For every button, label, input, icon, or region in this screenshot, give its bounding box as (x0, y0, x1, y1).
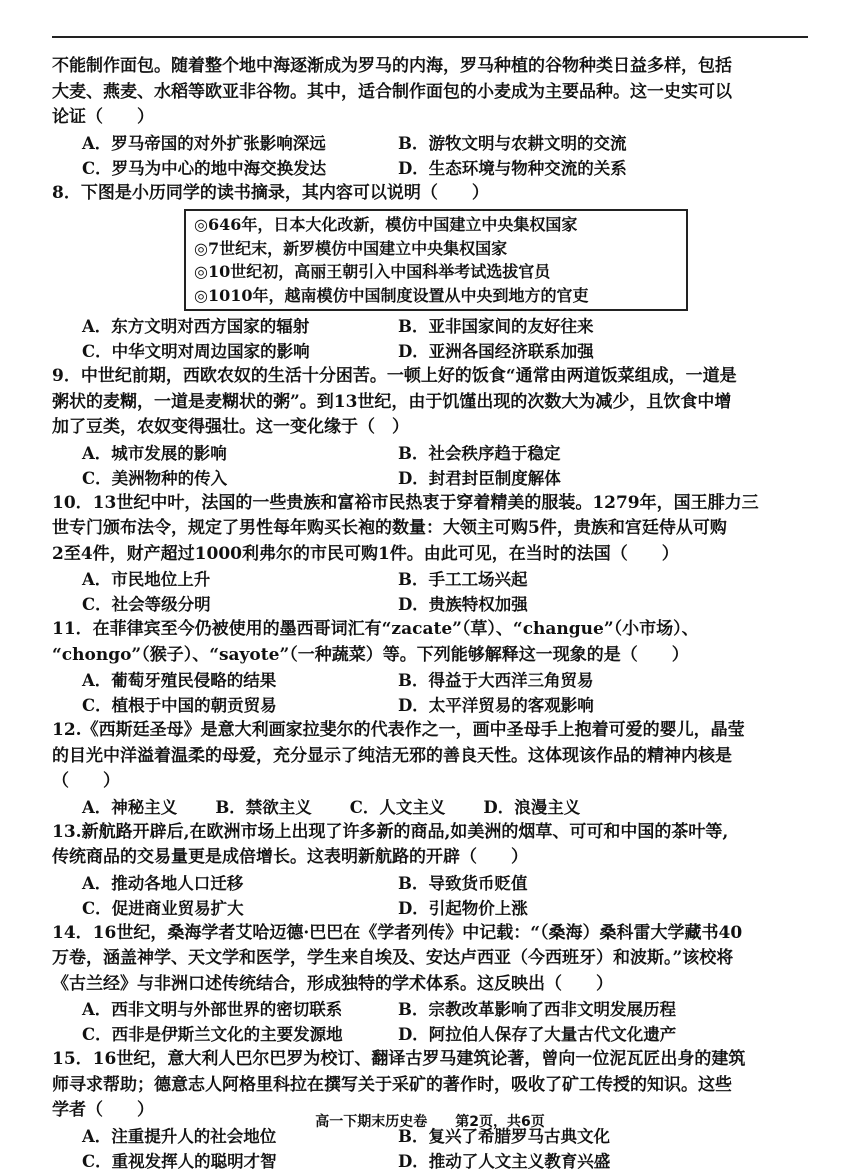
excerpt-line: ◎10世纪初，高丽王朝引入中国科举考试选拔官员 (194, 262, 551, 281)
option-c: C．重视发挥人的聪明才智 (82, 1151, 277, 1171)
question-text: 世专门颁布法令，规定了男性每年购买长袍的数量：大领主可购5件，贵族和宫廷侍从可购 (52, 518, 727, 538)
question-text: 师寻求帮助；德意志人阿格里科拉在撰写关于采矿的著作时，吸收了矿工传授的知识。这些 (52, 1074, 732, 1095)
question-text: 传统商品的交易量更是成倍增长。这表明新航路的开辟（ ） (52, 847, 528, 867)
excerpt-line: ◎646年，日本大化改新，模仿中国建立中央集权国家 (194, 215, 578, 234)
question-text: 不能制作面包。随着整个地中海逐渐成为罗马的内海，罗马种植的谷物种类日益多样，包括 (52, 56, 732, 76)
option-b: B．宗教改革影响了西非文明发展历程 (398, 1000, 676, 1019)
excerpt-line: ◎7世纪末，新罗模仿中国建立中央集权国家 (194, 238, 508, 258)
option-b: B．禁欲主义 (215, 797, 312, 817)
question-text: 9．中世纪前期，西欧农奴的生活十分困苦。一顿上好的饭食“通常由两道饭菜组成，一道是 (52, 366, 737, 386)
option-c: C．西非是伊斯兰文化的主要发源地 (82, 1025, 343, 1044)
option-b: B．手工工场兴起 (398, 570, 528, 589)
option-d: D．亚洲各国经济联系加强 (398, 342, 594, 361)
option-c: C．社会等级分明 (82, 595, 211, 614)
option-c: C．促进商业贸易扩大 (82, 898, 244, 918)
question-text: 加了豆类，农奴变得强壮。这一变化缘于（ ） (52, 417, 409, 437)
option-a: A．西非文明与外部世界的密切联系 (82, 1000, 343, 1019)
option-c: C．人文主义 (349, 797, 446, 817)
option-c: C．中华文明对周边国家的影响 (82, 342, 310, 361)
option-d: D．阿拉伯人保存了大量古代文化遗产 (398, 1025, 677, 1044)
option-b: B．复兴了希腊罗马古典文化 (398, 1126, 610, 1146)
option-a: A．罗马帝国的对外扩张影响深远 (82, 133, 326, 153)
exam-page (52, 54, 812, 1174)
question-text: 10．13世纪中叶，法国的一些贵族和富裕市民热衷于穿着精美的服装。1279年，国王腓力三 (52, 492, 759, 513)
option-d: D．太平洋贸易的客观影响 (398, 696, 594, 715)
question-13 (52, 820, 812, 921)
question-stem: 8．下图是小历同学的读书摘录，其内容可以说明（ ） (52, 182, 489, 203)
page-footer: 高一下期末历史卷 第2页，共6页 (315, 1114, 545, 1130)
question-text: 论证（ ） (52, 107, 154, 127)
option-d: D．生态环境与物种交流的关系 (398, 158, 627, 178)
option-b: B．得益于大西洋三角贸易 (398, 671, 594, 690)
question-text: 粥状的麦糊，一道是麦糊状的粥”。到13世纪，由于饥馑出现的次数大为减少，且饮食中增 (52, 391, 732, 412)
top-rule (52, 36, 808, 38)
option-a: A．推动各地人口迁移 (82, 873, 244, 893)
option-b: B．游牧文明与农耕文明的交流 (398, 133, 627, 153)
question-text: 《古兰经》与非洲口述传统结合，形成独特的学术体系。这反映出（ ） (52, 973, 613, 994)
option-d: D．贵族特权加强 (398, 595, 528, 614)
question-text: 的目光中洋溢着温柔的母爱，充分显示了纯洁无邪的善良天性。这体现该作品的精神内核是 (52, 745, 732, 766)
option-a: A．城市发展的影响 (82, 443, 227, 463)
option-d: D．引起物价上涨 (398, 898, 528, 918)
question-text: 11．在菲律宾至今仍被使用的墨西哥词汇有“zacate”（草）、“changue”（小市场）、 (52, 619, 699, 639)
option-b: B．亚非国家间的友好往来 (398, 317, 594, 336)
question-text: “chongo”（猴子）、“sayote”（一种蔬菜）等。下列能够解释这一现象的是（ ） (52, 644, 689, 665)
option-d: D．封君封臣制度解体 (398, 468, 561, 488)
question-text: 13.新航路开辟后,在欧洲市场上出现了许多新的商品,如美洲的烟草、可可和中国的茶叶等, (52, 821, 729, 842)
question-text: 学者（ ） (52, 1100, 154, 1120)
question-text: 14．16世纪，桑海学者艾哈迈德·巴巴在《学者列传》中记载：“（桑海）桑科雷大学藏书40 (52, 922, 743, 943)
question-11 (52, 617, 812, 718)
option-a: A．东方文明对西方国家的辐射 (82, 317, 310, 336)
option-a: A．注重提升人的社会地位 (82, 1126, 277, 1146)
option-a: A．葡萄牙殖民侵略的结果 (82, 671, 277, 690)
option-b: B．社会秩序趋于稳定 (398, 443, 561, 463)
question-9 (52, 364, 812, 491)
question-12 (52, 718, 812, 820)
option-a: A．神秘主义 (82, 797, 178, 817)
option-b: B．导致货币贬值 (398, 873, 528, 893)
question-14 (52, 921, 812, 1048)
excerpt-line: ◎1010年，越南模仿中国制度设置从中央到地方的官吏 (194, 285, 589, 305)
question-text: 大麦、燕麦、水稻等欧亚非谷物。其中，适合制作面包的小麦成为主要品种。这一史实可以 (52, 81, 732, 102)
option-d: D．浪漫主义 (483, 797, 581, 817)
option-a: A．市民地位上升 (82, 570, 211, 589)
question-7 (52, 54, 812, 181)
option-d: D．推动了人文主义教育兴盛 (398, 1151, 611, 1171)
reading-excerpt-box (184, 209, 688, 311)
question-text: 15．16世纪，意大利人巴尔巴罗为校订、翻译古罗马建筑论著，曾向一位泥瓦匠出身的建筑 (52, 1049, 746, 1069)
option-c: C．植根于中国的朝贡贸易 (82, 696, 277, 715)
question-text: （ ） (52, 771, 120, 791)
question-text: 2至4件，财产超过1000利弗尔的市民可购1件。由此可见，在当时的法国（ ） (52, 543, 679, 564)
question-text: 万卷，涵盖神学、天文学和医学，学生来自埃及、安达卢西亚（今西班牙）和波斯。”该校将 (52, 948, 734, 968)
question-8 (52, 181, 812, 365)
option-c: C．美洲物种的传入 (82, 468, 228, 488)
question-text: 12.《西斯廷圣母》是意大利画家拉斐尔的代表作之一，画中圣母手上抱着可爱的婴儿，晶莹 (52, 720, 745, 740)
option-c: C．罗马为中心的地中海交换发达 (82, 158, 327, 178)
question-10 (52, 491, 812, 618)
